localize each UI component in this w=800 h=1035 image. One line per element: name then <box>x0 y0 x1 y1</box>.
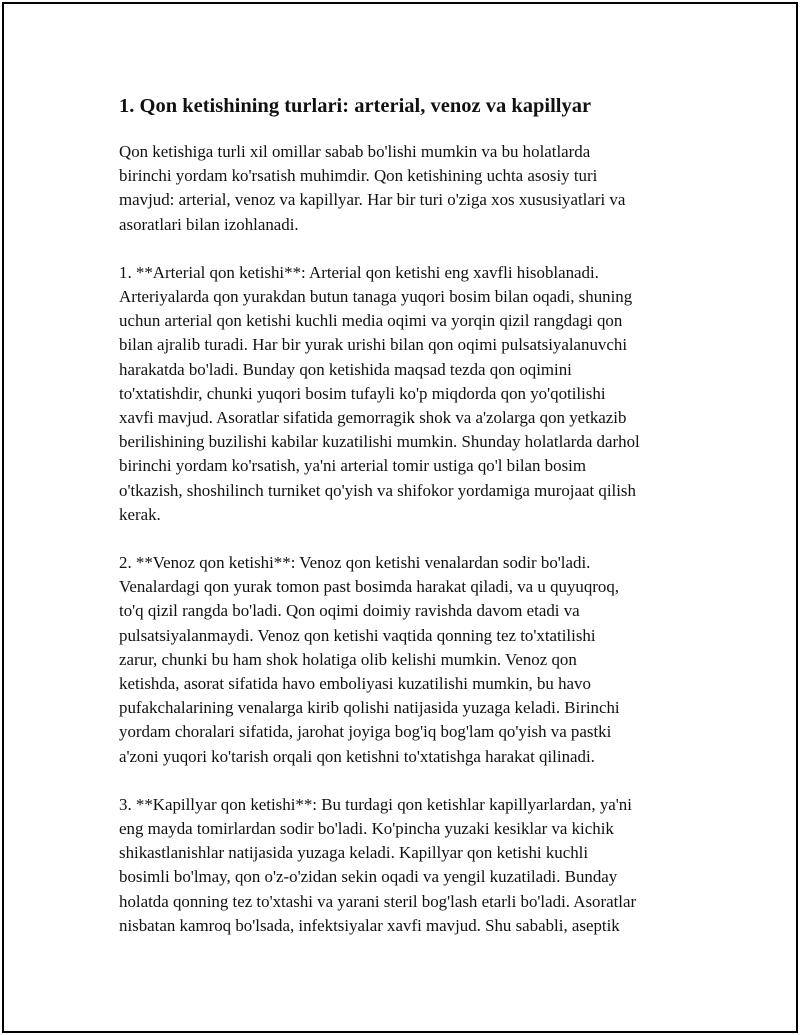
intro-paragraph <box>119 140 689 237</box>
text-line: o'tkazish, shoshilinch turniket qo'yish va shifokor yordamiga murojaat qilish <box>119 480 636 500</box>
text-line: shikastlanishlar natijasida yuzaga keladi. Kapillyar qon ketishi kuchli <box>119 843 589 863</box>
text-line: pulsatsiyalanmaydi. Venoz qon ketishi vaqtida qonning tez to'xtatilishi <box>119 625 596 645</box>
text-line: Arteriyalarda qon yurakdan butun tanaga yuqori bosim bilan oqadi, shuning <box>119 287 633 307</box>
text-line: 2. **Venoz qon ketishi**: Venoz qon ketishi venalardan sodir bo'ladi. <box>119 553 591 573</box>
document-title: 1. Qon ketishining turlari: arterial, venoz va kapillyar <box>119 95 592 117</box>
text-line: xavfi mavjud. Asoratlar sifatida gemorragik shok va a'zolarga qon yetkazib <box>119 408 627 428</box>
document-body <box>119 92 689 962</box>
text-line: kerak. <box>119 504 161 524</box>
text-line: bosimli bo'lmay, qon o'z-o'zidan sekin oqadi va yengil kuzatiladi. Bunday <box>119 867 618 887</box>
text-line: Venalardagi qon yurak tomon past bosimda harakat qiladi, va u quyuqroq, <box>119 577 620 597</box>
text-line: to'xtatishdir, chunki yuqori bosim tufayli ko'p miqdorda qon yo'qotilishi <box>119 383 606 403</box>
text-line: harakatda bo'ladi. Bunday qon ketishida maqsad tezda qon oqimini <box>119 359 572 379</box>
text-line: 3. **Kapillyar qon ketishi**: Bu turdagi qon ketishlar kapillyarlardan, ya'ni <box>119 794 632 814</box>
text-line: eng mayda tomirlardan sodir bo'ladi. Ko'pincha yuzaki kesiklar va kichik <box>119 819 614 839</box>
capillary-paragraph <box>119 793 689 938</box>
text-line: zarur, chunki bu ham shok holatiga olib kelishi mumkin. Venoz qon <box>119 649 577 669</box>
text-line: to'q qizil rangda bo'ladi. Qon oqimi doimiy ravishda davom etadi va <box>119 601 580 621</box>
text-line: birinchi yordam ko'rsatish muhimdir. Qon ketishining uchta asosiy turi <box>119 166 598 186</box>
venous-paragraph <box>119 551 689 769</box>
text-line: berilishining buzilishi kabilar kuzatilishi mumkin. Shunday holatlarda darhol <box>119 432 640 452</box>
arterial-paragraph <box>119 261 689 527</box>
text-line: yordam choralari sifatida, jarohat joyiga bog'iq bog'lam qo'yish va pastki <box>119 722 612 742</box>
text-line: uchun arterial qon ketishi kuchli media oqimi va yorqin qizil rangdagi qon <box>119 311 623 331</box>
text-line: nisbatan kamroq bo'lsada, infektsiyalar xavfi mavjud. Shu sababli, aseptik <box>119 915 620 935</box>
text-line: pufakchalarining venalarga kirib qolishi natijasida yuzaga keladi. Birinchi <box>119 698 620 718</box>
text-line: Qon ketishiga turli xil omillar sabab bo'lishi mumkin va bu holatlarda <box>119 142 591 161</box>
text-line: bilan ajralib turadi. Har bir yurak urishi bilan qon oqimi pulsatsiyalanuvchi <box>119 335 628 355</box>
text-line: 1. **Arterial qon ketishi**: Arterial qon ketishi eng xavfli hisoblanadi. <box>119 262 599 282</box>
text-line: a'zoni yuqori ko'tarish orqali qon ketishni to'xtatishga harakat qilinadi. <box>119 746 595 766</box>
text-line: birinchi yordam ko'rsatish, ya'ni arterial tomir ustiga qo'l bilan bosim <box>119 456 586 476</box>
text-line: ketishda, asorat sifatida havo emboliyasi kuzatilishi mumkin, bu havo <box>119 674 591 694</box>
text-line: holatda qonning tez to'xtashi va yarani steril bog'lash etarli bo'ladi. Asoratlar <box>119 891 637 911</box>
text-line: asoratlari bilan izohlanadi. <box>119 214 299 234</box>
text-line: mavjud: arterial, venoz va kapillyar. Har bir turi o'ziga xos xususiyatlari va <box>119 190 626 210</box>
